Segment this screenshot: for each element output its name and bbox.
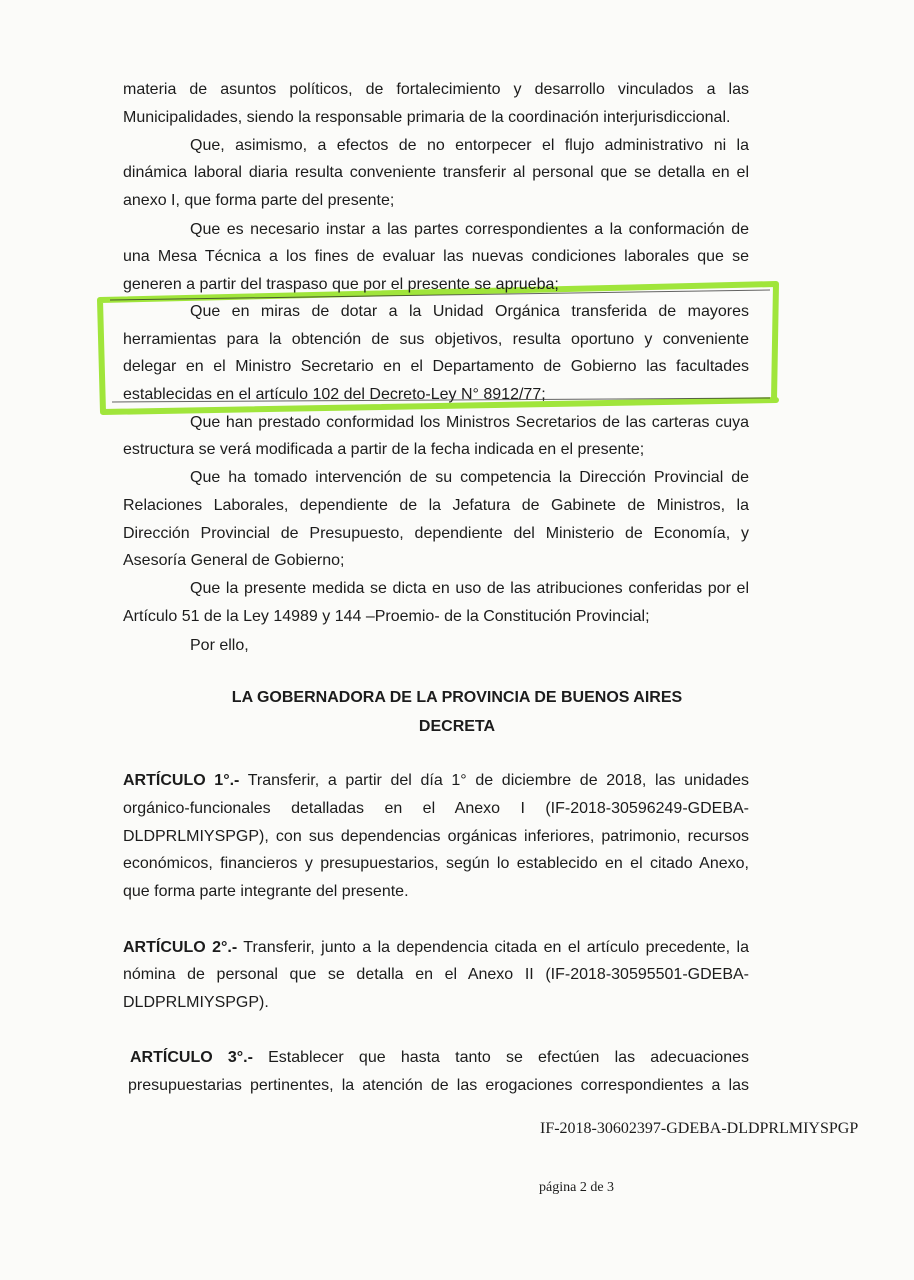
decree-heading: LA GOBERNADORA DE LA PROVINCIA DE BUENOS AIRES xyxy=(231,689,683,706)
text-line: nómina de personal que se detalla en el Anexo II (IF-2018-30595501-GDEBA- xyxy=(123,966,749,983)
text-line: presupuestarias pertinentes, la atención de las erogaciones correspondientes a las xyxy=(128,1077,749,1094)
highlighted-text-line: herramientas para la obtención de sus objetivos, resulta oportuno y conveniente xyxy=(123,331,749,348)
article-1-label: ARTÍCULO 1°.- xyxy=(123,772,240,789)
text-line: generen a partir del traspaso que por el presente se aprueba; xyxy=(123,276,559,293)
text-line: Asesoría General de Gobierno; xyxy=(123,552,345,569)
text-line: anexo I, que forma parte del presente; xyxy=(123,192,395,209)
text-line: DLDPRLMIYSPGP). xyxy=(123,994,269,1011)
text-line: materia de asuntos políticos, de fortalecimiento y desarrollo vinculados a las xyxy=(123,81,749,98)
document-id-footer: IF-2018-30602397-GDEBA-DLDPRLMIYSPGP xyxy=(540,1120,859,1137)
text-line: Que es necesario instar a las partes correspondientes a la conformación de xyxy=(190,221,749,238)
text-line: Que, asimismo, a efectos de no entorpecer el flujo administrativo ni la xyxy=(190,137,749,154)
text-line: Que ha tomado intervención de su competencia la Dirección Provincial de xyxy=(190,469,749,486)
article-1-text: Transferir, a partir del día 1° de diciembre de 2018, las unidades xyxy=(239,772,750,789)
article-3-text: Establecer que hasta tanto se efectúen las adecuaciones xyxy=(252,1049,750,1066)
article-2-text: Transferir, junto a la dependencia citada en el artículo precedente, la xyxy=(237,939,750,956)
text-line: Que la presente medida se dicta en uso de las atribuciones conferidas por el xyxy=(190,580,749,597)
text-line: Que han prestado conformidad los Ministros Secretarios de las carteras cuya xyxy=(190,414,749,431)
page-number: página 2 de 3 xyxy=(539,1180,615,1195)
highlighted-text-line: delegar en el Ministro Secretario en el Departamento de Gobierno las facultades xyxy=(123,358,749,375)
text-line: Artículo 51 de la Ley 14989 y 144 –Proemio- de la Constitución Provincial; xyxy=(123,608,650,625)
text-line: Por ello, xyxy=(190,637,249,654)
article-3-first-line xyxy=(130,1048,749,1068)
article-3-label: ARTÍCULO 3°.- xyxy=(130,1049,253,1066)
text-line: DLDPRLMIYSPGP), con sus dependencias orgánicas inferiores, patrimonio, recursos xyxy=(123,828,749,845)
text-line: una Mesa Técnica a los fines de evaluar las nuevas condiciones laborales que se xyxy=(123,248,749,265)
text-line: Relaciones Laborales, dependiente de la Jefatura de Gabinete de Ministros, la xyxy=(123,497,749,514)
text-line: orgánico-funcionales detalladas en el Anexo I (IF-2018-30596249-GDEBA- xyxy=(123,800,749,817)
article-1-first-line xyxy=(123,771,749,791)
decree-subheading: DECRETA xyxy=(418,718,496,735)
text-line: Dirección Provincial de Presupuesto, dependiente del Ministerio de Economía, y xyxy=(123,525,749,542)
text-line: estructura se verá modificada a partir de la fecha indicada en el presente; xyxy=(123,441,645,458)
highlighted-text-line: establecidas en el artículo 102 del Decreto-Ley N° 8912/77; xyxy=(123,386,546,403)
article-2-label: ARTÍCULO 2°.- xyxy=(123,939,238,956)
article-2-first-line xyxy=(123,938,749,958)
text-line: económicos, financieros y presupuestarios, según lo establecido en el citado Anexo, xyxy=(123,855,749,872)
text-line: que forma parte integrante del presente. xyxy=(123,883,409,900)
text-line: Municipalidades, siendo la responsable primaria de la coordinación interjurisdiccional. xyxy=(123,109,731,126)
highlighted-text-line: Que en miras de dotar a la Unidad Orgánica transferida de mayores xyxy=(190,303,749,320)
text-line: dinámica laboral diaria resulta conveniente transferir al personal que se detalla en el xyxy=(123,164,749,181)
